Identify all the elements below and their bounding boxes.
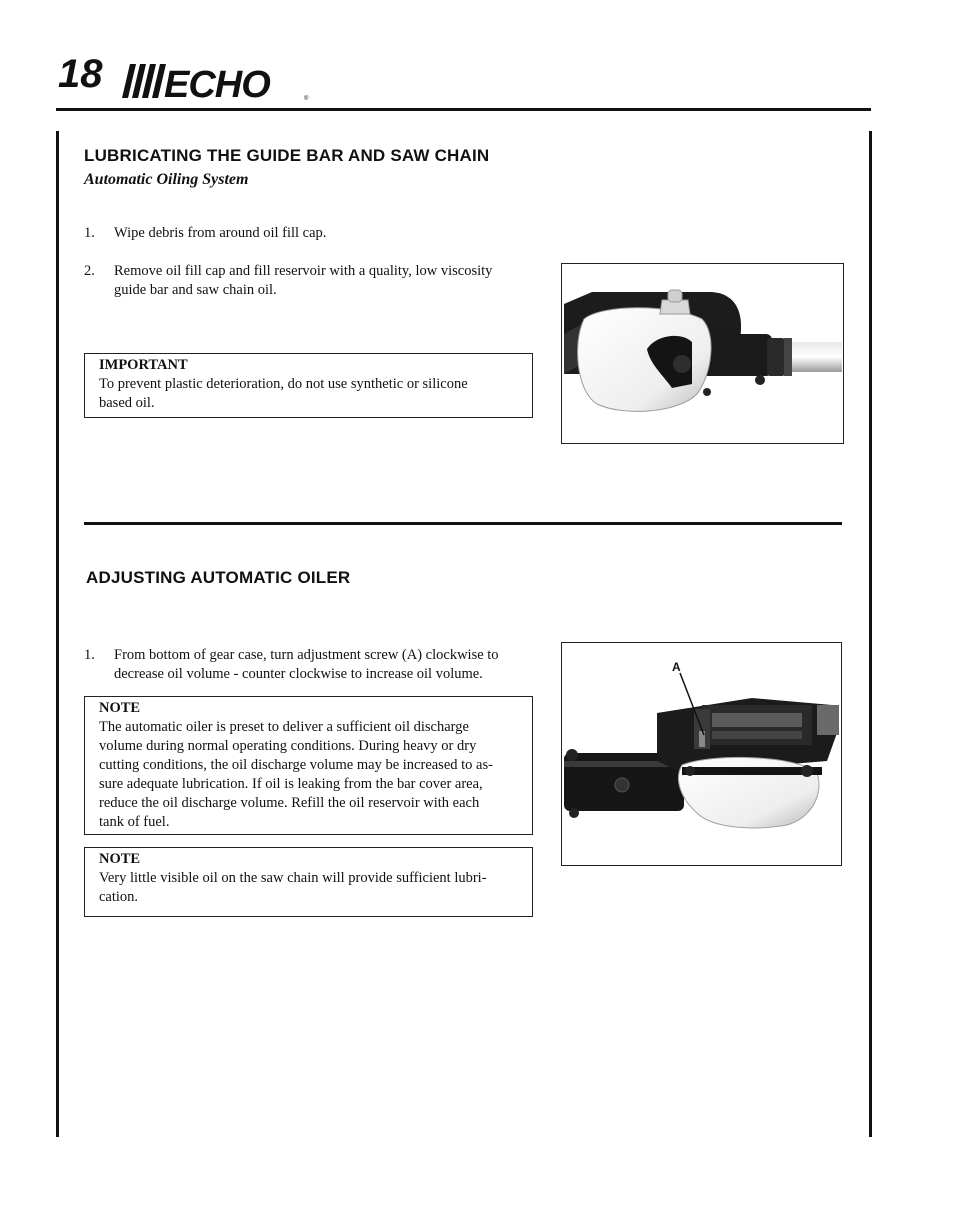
note-line1: Very little visible oil on the saw chain will provide sufficient lubri- [99, 870, 487, 886]
note-line: cutting conditions, the oil discharge volume may be increased to as- [99, 757, 493, 773]
brand-text: ECHO [164, 64, 270, 102]
step-1-adjust [84, 646, 544, 686]
note-line: sure adequate lubrication. If oil is leaking from the bar cover area, [99, 776, 483, 792]
left-margin-rule [56, 131, 59, 1137]
step-text-line2: guide bar and saw chain oil. [114, 282, 277, 298]
note-line: volume during normal operating conditions. During heavy or dry [99, 738, 477, 754]
echo-logo [120, 60, 312, 102]
important-title: IMPORTANT [99, 357, 188, 373]
note-title: NOTE [99, 851, 141, 867]
section-heading-adjusting: ADJUSTING AUTOMATIC OILER [86, 568, 351, 587]
note-line: The automatic oiler is preset to deliver a sufficient oil discharge [99, 719, 469, 735]
note-title: NOTE [99, 700, 141, 716]
important-box [84, 353, 533, 418]
note-line2: cation. [99, 889, 139, 905]
step-text-line1: Remove oil fill cap and fill reservoir with a quality, low viscosity [114, 263, 493, 279]
oil-reservoir-photo [561, 263, 844, 444]
section-heading-lubricating: LUBRICATING THE GUIDE BAR AND SAW CHAIN [84, 146, 490, 165]
step-number: 1. [84, 225, 95, 241]
step-text-line1: From bottom of gear case, turn adjustment screw (A) clockwise to [114, 647, 499, 663]
header-rule [56, 108, 871, 111]
gear-case-illustration [562, 643, 840, 864]
section-subheading-oiling: Automatic Oiling System [84, 171, 249, 188]
step-2-fill [84, 262, 544, 302]
note-line: reduce the oil discharge volume. Refill the oil reservoir with each [99, 795, 480, 811]
important-line2: based oil. [99, 395, 155, 411]
note-box-oiler-preset [84, 696, 533, 835]
step-text-line2: decrease oil volume - counter clockwise to increase oil volume. [114, 666, 483, 682]
step-number: 2. [84, 263, 95, 279]
important-line1: To prevent plastic deterioration, do not use synthetic or silicone [99, 376, 468, 392]
right-margin-rule [869, 131, 872, 1137]
oil-reservoir-illustration [562, 264, 842, 442]
page-number: 18 [58, 52, 103, 96]
gear-case-photo [561, 642, 842, 866]
svg-text:®: ® [304, 96, 309, 102]
step-number: 1. [84, 647, 95, 663]
step-1-wipe [84, 224, 544, 244]
step-text: Wipe debris from around oil fill cap. [114, 225, 327, 241]
note-line: tank of fuel. [99, 814, 170, 830]
section-divider [84, 522, 842, 525]
note-box-visible-oil [84, 847, 533, 917]
callout-label-a: A [672, 660, 681, 674]
